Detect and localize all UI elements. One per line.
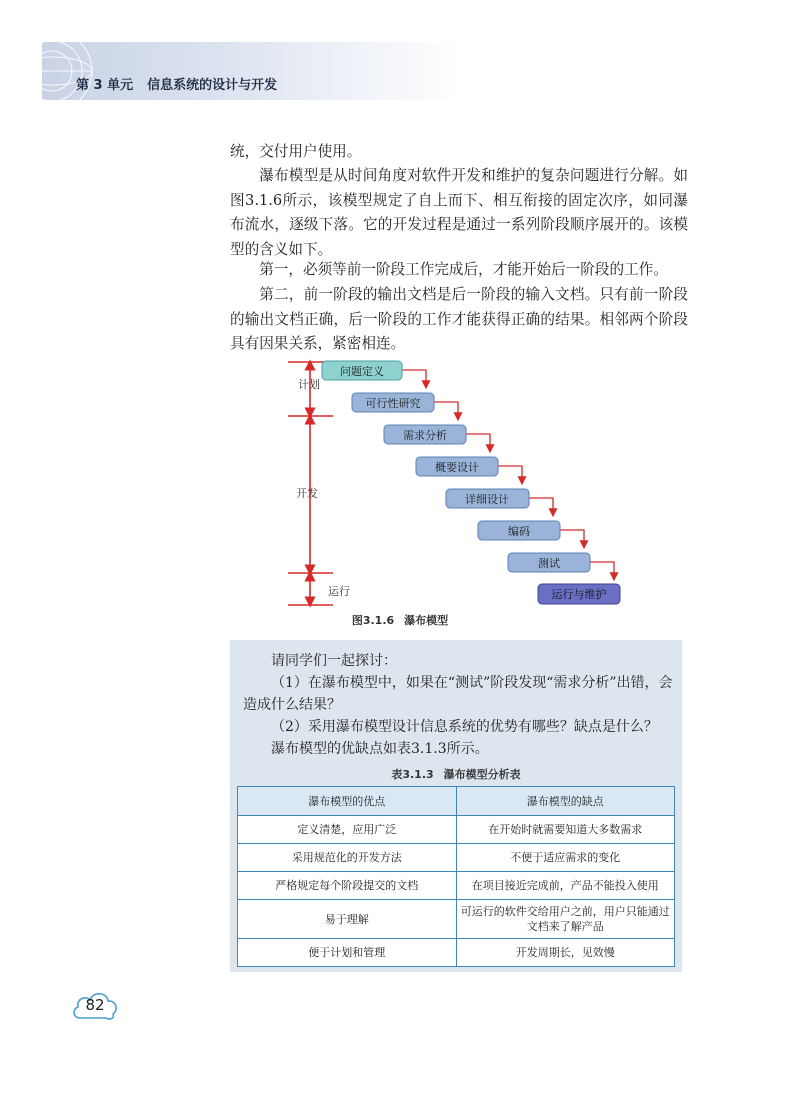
- paragraph-3: 第一，必须等前一阶段工作完成后，才能开始后一阶段的工作。: [259, 261, 668, 278]
- step-coding: [478, 521, 560, 540]
- table-cell: 便于计划和管理: [238, 939, 457, 967]
- connector-6: [560, 530, 584, 548]
- table-caption: [230, 766, 682, 782]
- svg-text:问题定义: 问题定义: [340, 365, 384, 378]
- analysis-table: [237, 786, 675, 967]
- svg-text:概要设计: 概要设计: [435, 461, 479, 474]
- connector-5: [529, 498, 553, 516]
- phase-label-dev: 开发: [296, 487, 318, 500]
- step-requirements-analysis: [384, 425, 466, 444]
- table-row: [238, 900, 675, 939]
- header-disadvantages: 瀑布模型的缺点: [456, 787, 675, 816]
- table-cell: 采用规范化的开发方法: [238, 844, 457, 872]
- step-detailed-design: [446, 489, 529, 508]
- discussion-question-1: （1）在瀑布模型中，如果在“测试”阶段发现“需求分析”出错，会造成什么结果？: [243, 675, 673, 713]
- step-operation-maintenance: [538, 584, 620, 604]
- table-row: [238, 872, 675, 900]
- paragraph-4: 第二，前一阶段的输出文档是后一阶段的输入文档。只有前一阶段的输出文档正确，后一阶段的工作才能获得正确的结果。相邻两个阶段具有因果关系，紧密相连。: [230, 286, 688, 352]
- connector-1: [402, 370, 426, 388]
- table-cell: 在项目接近完成前，产品不能投入使用: [456, 872, 675, 900]
- unit-number: 第 3 单元: [76, 78, 134, 93]
- connector-3: [466, 434, 490, 452]
- figure-caption-number: 图3.1.6: [351, 614, 395, 627]
- header-advantages: 瀑布模型的优点: [238, 787, 457, 816]
- table-row: [238, 844, 675, 872]
- page-number: 82: [85, 996, 105, 1014]
- svg-text:编码: 编码: [508, 525, 530, 538]
- table-cell: 开发周期长，见效慢: [456, 939, 675, 967]
- svg-text:详细设计: 详细设计: [465, 493, 509, 506]
- step-outline-design: [416, 457, 498, 476]
- svg-text:测试: 测试: [538, 557, 560, 570]
- discussion-outro: 瀑布模型的优缺点如表3.1.3所示。: [271, 741, 489, 757]
- table-header-row: [238, 787, 675, 816]
- figure-caption-title: 瀑布模型: [404, 614, 449, 627]
- svg-text:可行性研究: 可行性研究: [365, 397, 421, 410]
- connector-7: [590, 562, 614, 580]
- svg-text:需求分析: 需求分析: [403, 429, 447, 442]
- table-caption-title: 瀑布模型分析表: [443, 768, 521, 781]
- table-cell: 严格规定每个阶段提交的文档: [238, 872, 457, 900]
- waterfall-diagram: [280, 355, 630, 615]
- page-number-badge: [70, 988, 120, 1022]
- chapter-header: [76, 74, 277, 93]
- table-cell: 不便于适应需求的变化: [456, 844, 675, 872]
- table-caption-number: 表3.1.3: [391, 768, 434, 781]
- step-feasibility-study: [352, 393, 434, 412]
- paragraph-2: 瀑布模型是从时间角度对软件开发和维护的复杂问题进行分解。如图3.1.6所示，该模型规定了自上而下、相互衔接的固定次序，如同瀑布流水，逐级下落。它的开发过程是通过一系列阶段顺序展开的。该模型的含义如下。: [230, 167, 688, 258]
- connector-4: [498, 466, 522, 484]
- svg-text:运行与维护: 运行与维护: [551, 588, 607, 601]
- table-row: [238, 939, 675, 967]
- discussion-question-2: （2）采用瀑布模型设计信息系统的优势有哪些？缺点是什么？: [271, 719, 658, 735]
- step-testing: [508, 553, 590, 572]
- figure-caption: [0, 612, 800, 628]
- unit-title: 信息系统的设计与开发: [147, 78, 278, 93]
- table-cell: 易于理解: [238, 900, 457, 939]
- table-cell: 可运行的软件交给用户之前，用户只能通过文档来了解产品: [456, 900, 675, 939]
- table-cell: 在开始时就需要知道大多数需求: [456, 816, 675, 844]
- discussion-intro: 请同学们一起探讨：: [271, 653, 397, 669]
- table-row: [238, 816, 675, 844]
- phase-label-run: 运行: [328, 585, 350, 598]
- table-cell: 定义清楚，应用广泛: [238, 816, 457, 844]
- phase-label-plan: 计划: [298, 378, 320, 391]
- step-problem-definition: [322, 361, 402, 380]
- paragraph-1: 统，交付用户使用。: [230, 143, 362, 160]
- connector-2: [434, 402, 458, 420]
